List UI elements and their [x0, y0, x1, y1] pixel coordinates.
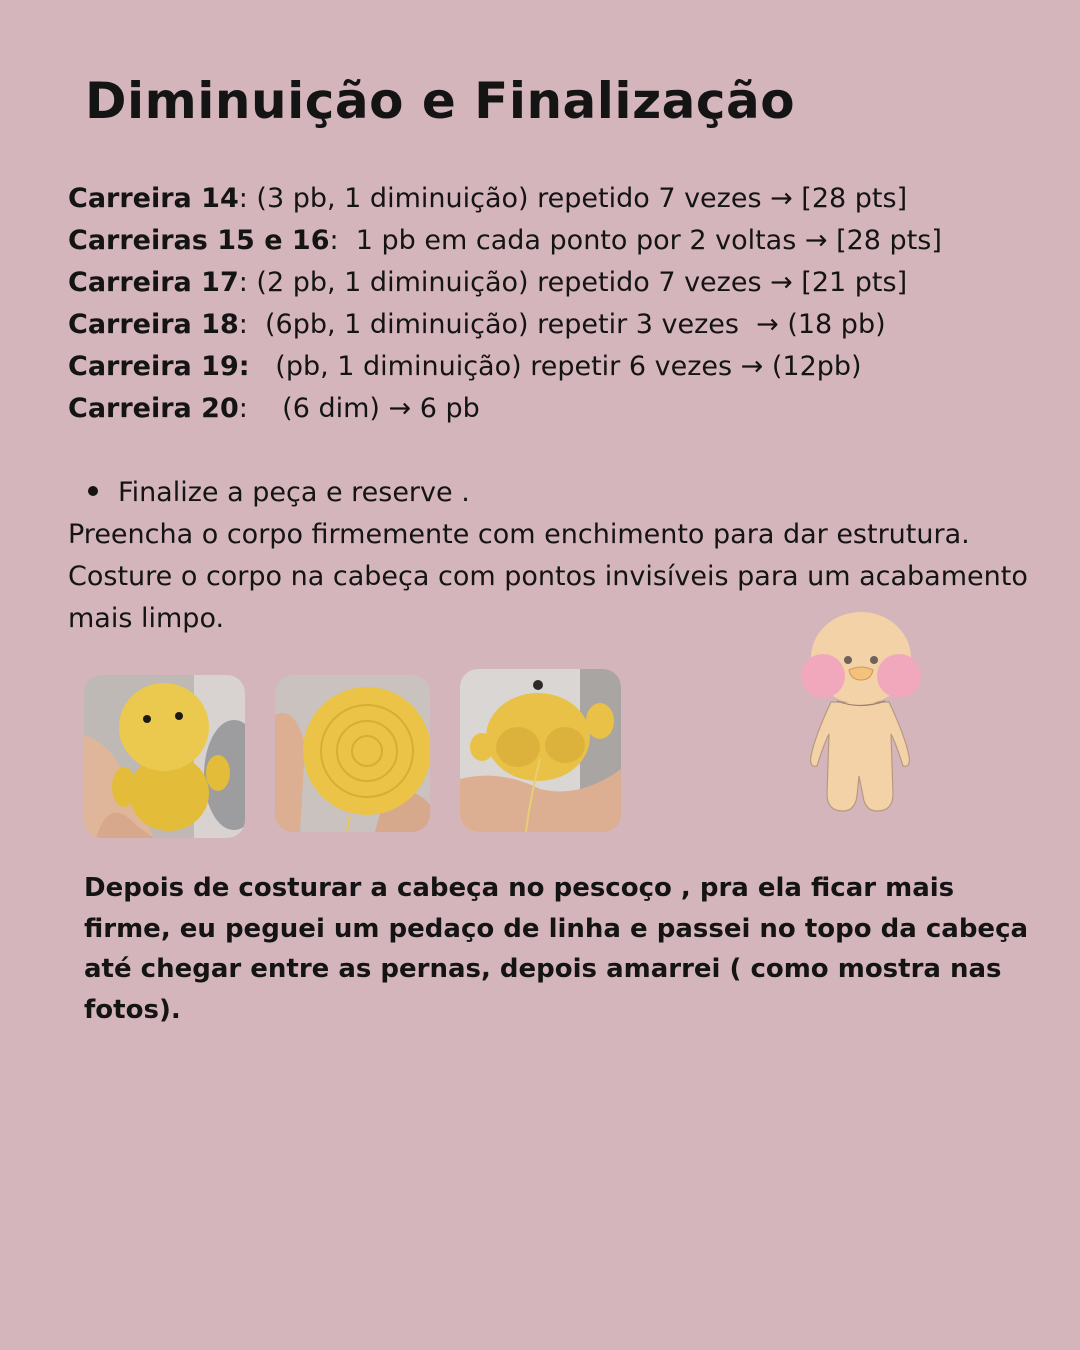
page-title: Diminuição e Finalização — [85, 72, 796, 130]
row-15-16 — [68, 220, 1028, 262]
bullet-item — [88, 472, 470, 514]
row-label: Carreira 18 — [68, 309, 239, 340]
row-20 — [68, 388, 1028, 430]
bullet-text: Finalize a peça e reserve . — [118, 477, 470, 508]
row-text: : (3 pb, 1 diminuição) repetido 7 vezes → [28 pts] — [238, 183, 908, 214]
row-14 — [68, 178, 1028, 220]
row-instructions — [68, 178, 1028, 430]
row-18 — [68, 304, 1028, 346]
row-text: (pb, 1 diminuição) repetir 6 vezes → (12pb) — [249, 351, 862, 382]
row-17 — [68, 262, 1028, 304]
row-text: : (6pb, 1 diminuição) repetir 3 vezes → (18 pb) — [238, 309, 886, 340]
bullet-dot-icon — [88, 486, 98, 496]
photo-crochet-circle — [275, 675, 430, 832]
photo-crochet-circle-image — [275, 675, 430, 832]
row-label: Carreira 14 — [68, 183, 239, 214]
photo-doll-front — [84, 675, 245, 838]
duck-doll-illustration — [795, 606, 927, 816]
row-label: Carreiras 15 e 16 — [68, 225, 330, 256]
row-label: Carreira 19: — [68, 351, 250, 382]
row-text: : (2 pb, 1 diminuição) repetido 7 vezes → [21 pts] — [238, 267, 908, 298]
row-19 — [68, 346, 1028, 388]
row-label: Carreira 20 — [68, 393, 239, 424]
row-text: : (6 dim) → 6 pb — [238, 393, 480, 424]
instructions-paragraph: Preencha o corpo firmemente com enchimento para dar estrutura. Costure o corpo na cabeça com pontos invisíveis para um acabamento mais limpo. — [68, 519, 1028, 634]
assembly-note: Depois de costurar a cabeça no pescoço , pra ela ficar mais firme, eu peguei um pedaço de linha e passei no topo da cabeça até chegar entre as pernas, depois amarrei ( como mostra nas fotos). — [84, 873, 1029, 1025]
photo-doll-back — [460, 669, 621, 832]
row-label: Carreira 17 — [68, 267, 239, 298]
photo-doll-front-image — [84, 675, 245, 838]
row-text: : 1 pb em cada ponto por 2 voltas → [28 pts] — [329, 225, 942, 256]
photo-doll-back-image — [460, 669, 621, 832]
